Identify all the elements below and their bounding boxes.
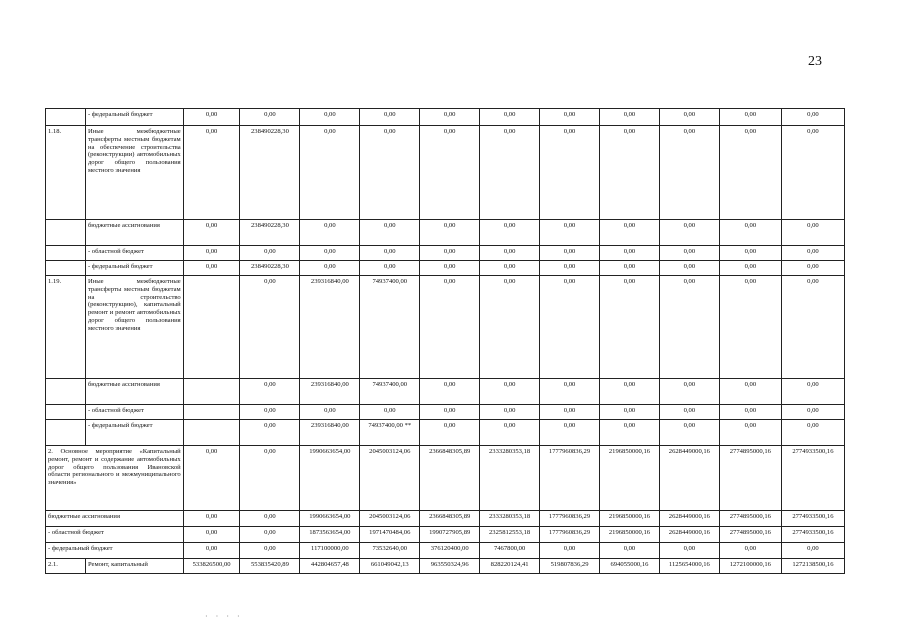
value-cell: 0,00 xyxy=(360,109,420,126)
value-cell xyxy=(183,276,240,379)
value-cell: 0,00 xyxy=(781,420,844,446)
value-cell: 553835420,89 xyxy=(240,559,300,574)
table-row xyxy=(46,109,845,126)
value-cell: 0,00 xyxy=(183,446,240,511)
value-cell: 0,00 xyxy=(719,246,781,261)
value-cell: 1990663654,00 xyxy=(300,446,360,511)
value-cell: 74937400,00 xyxy=(360,276,420,379)
value-cell: 1125654000,16 xyxy=(659,559,719,574)
row-description: Иные межбюджетные трансферты местным бюджетам на обеспечение строительства (реконструкции) автомобильных дорог общего пользования местного значения xyxy=(85,126,183,220)
row-description: Ремонт, капитальный xyxy=(85,559,183,574)
row-description: - областной бюджет xyxy=(85,246,183,261)
value-cell: 519807836,29 xyxy=(540,559,600,574)
table-row xyxy=(46,446,845,511)
value-cell: 0,00 xyxy=(360,405,420,420)
value-cell: 0,00 xyxy=(600,246,660,261)
budget-table xyxy=(45,108,845,574)
value-cell: 0,00 xyxy=(719,405,781,420)
value-cell: 0,00 xyxy=(781,261,844,276)
value-cell: 963550324,96 xyxy=(420,559,480,574)
row-code xyxy=(46,261,86,276)
table-row xyxy=(46,261,845,276)
value-cell: 0,00 xyxy=(781,246,844,261)
value-cell: 0,00 xyxy=(183,511,240,527)
row-description: - федеральный бюджет xyxy=(85,420,183,446)
value-cell: 0,00 xyxy=(600,109,660,126)
value-cell: 0,00 xyxy=(240,109,300,126)
value-cell: 0,00 xyxy=(659,543,719,559)
row-code: 1.18. xyxy=(46,126,86,220)
value-cell: 661049042,13 xyxy=(360,559,420,574)
value-cell: 0,00 xyxy=(360,126,420,220)
value-cell: 0,00 xyxy=(781,109,844,126)
value-cell: 0,00 xyxy=(420,420,480,446)
value-cell: 0,00 xyxy=(659,276,719,379)
value-cell: 2366848305,89 xyxy=(420,511,480,527)
value-cell: 2196850000,16 xyxy=(600,446,660,511)
value-cell: 7467800,00 xyxy=(480,543,540,559)
value-cell: 117100000,00 xyxy=(300,543,360,559)
value-cell: 0,00 xyxy=(240,420,300,446)
value-cell: 2045003124,06 xyxy=(360,511,420,527)
row-description: - федеральный бюджет xyxy=(85,261,183,276)
value-cell: 0,00 xyxy=(719,220,781,246)
table-row xyxy=(46,527,845,543)
value-cell: 0,00 xyxy=(480,420,540,446)
row-code xyxy=(46,246,86,261)
value-cell: 0,00 xyxy=(480,246,540,261)
row-description: - областной бюджет xyxy=(85,405,183,420)
value-cell: 239316840,00 xyxy=(300,276,360,379)
value-cell: 0,00 xyxy=(300,126,360,220)
row-code: 2.1. xyxy=(46,559,86,574)
value-cell: 238490228,30 xyxy=(240,126,300,220)
value-cell: 0,00 xyxy=(420,220,480,246)
table-row xyxy=(46,126,845,220)
value-cell: 376120400,00 xyxy=(420,543,480,559)
value-cell: 238490228,30 xyxy=(240,261,300,276)
value-cell: 0,00 xyxy=(240,446,300,511)
value-cell: 0,00 xyxy=(420,126,480,220)
value-cell: 2628449000,16 xyxy=(659,446,719,511)
value-cell: 0,00 xyxy=(781,276,844,379)
value-cell: 0,00 xyxy=(540,261,600,276)
row-code xyxy=(46,420,86,446)
value-cell: 533826500,00 xyxy=(183,559,240,574)
value-cell: 0,00 xyxy=(719,276,781,379)
value-cell: 2045003124,06 xyxy=(360,446,420,511)
value-cell: 0,00 xyxy=(480,276,540,379)
value-cell: 0,00 xyxy=(540,420,600,446)
value-cell: 2774933500,16 xyxy=(781,511,844,527)
table-row xyxy=(46,276,845,379)
value-cell: 0,00 xyxy=(420,246,480,261)
table-row xyxy=(46,420,845,446)
value-cell: 0,00 xyxy=(240,246,300,261)
value-cell: 0,00 xyxy=(781,220,844,246)
value-cell: 1777960836,29 xyxy=(540,527,600,543)
value-cell: 0,00 xyxy=(719,379,781,405)
value-cell: 0,00 xyxy=(300,261,360,276)
value-cell: 1272100000,16 xyxy=(719,559,781,574)
value-cell: 0,00 xyxy=(480,126,540,220)
value-cell: 0,00 xyxy=(719,126,781,220)
value-cell: 0,00 xyxy=(540,246,600,261)
value-cell: 2366848305,89 xyxy=(420,446,480,511)
value-cell: 0,00 xyxy=(480,405,540,420)
value-cell: 0,00 xyxy=(600,543,660,559)
value-cell: 0,00 xyxy=(719,420,781,446)
value-cell: 0,00 xyxy=(360,261,420,276)
value-cell: 2774895000,16 xyxy=(719,527,781,543)
value-cell: 0,00 xyxy=(300,246,360,261)
table-row xyxy=(46,559,845,574)
row-description: - федеральный бюджет xyxy=(46,543,184,559)
value-cell: 0,00 xyxy=(183,126,240,220)
value-cell: 0,00 xyxy=(540,405,600,420)
value-cell: 2774933500,16 xyxy=(781,527,844,543)
row-code xyxy=(46,109,86,126)
value-cell: 0,00 xyxy=(480,379,540,405)
value-cell: 0,00 xyxy=(659,420,719,446)
value-cell: 2774895000,16 xyxy=(719,446,781,511)
row-code xyxy=(46,379,86,405)
value-cell: 0,00 xyxy=(540,109,600,126)
value-cell: 0,00 xyxy=(480,109,540,126)
scan-artifact: · · · · xyxy=(205,612,243,621)
value-cell: 0,00 xyxy=(420,261,480,276)
row-description: бюджетные ассигнования xyxy=(85,379,183,405)
value-cell: 0,00 xyxy=(183,220,240,246)
table-row xyxy=(46,220,845,246)
value-cell: 0,00 xyxy=(600,379,660,405)
value-cell: 1990663654,00 xyxy=(300,511,360,527)
row-description: 2. Основное мероприятие «Капитальный ремонт, ремонт и содержание автомобильных дорог общего пользования Ивановской области регионального и межмуниципального значения» xyxy=(46,446,184,511)
value-cell: 0,00 xyxy=(360,220,420,246)
table-body xyxy=(46,109,845,574)
value-cell: 0,00 xyxy=(600,261,660,276)
value-cell: 0,00 xyxy=(659,405,719,420)
value-cell: 0,00 xyxy=(300,220,360,246)
value-cell: 0,00 xyxy=(240,276,300,379)
row-description: - федеральный бюджет xyxy=(85,109,183,126)
table-row xyxy=(46,511,845,527)
value-cell: 0,00 xyxy=(300,109,360,126)
value-cell: 0,00 xyxy=(659,261,719,276)
value-cell: 2628449000,16 xyxy=(659,527,719,543)
value-cell xyxy=(183,379,240,405)
value-cell: 2628449000,16 xyxy=(659,511,719,527)
value-cell: 0,00 xyxy=(781,405,844,420)
value-cell: 0,00 xyxy=(183,543,240,559)
value-cell: 1990727905,89 xyxy=(420,527,480,543)
value-cell: 0,00 xyxy=(719,109,781,126)
value-cell: 0,00 xyxy=(719,543,781,559)
value-cell: 2196850000,16 xyxy=(600,511,660,527)
value-cell: 0,00 xyxy=(240,511,300,527)
value-cell: 2333280353,18 xyxy=(480,446,540,511)
value-cell: 0,00 xyxy=(540,220,600,246)
value-cell: 1777960836,29 xyxy=(540,511,600,527)
value-cell: 0,00 xyxy=(540,543,600,559)
value-cell: 0,00 xyxy=(240,527,300,543)
value-cell: 2196850000,16 xyxy=(600,527,660,543)
value-cell: 0,00 xyxy=(420,379,480,405)
value-cell: 0,00 xyxy=(240,543,300,559)
value-cell: 1272138500,16 xyxy=(781,559,844,574)
value-cell: 2325812553,18 xyxy=(480,527,540,543)
value-cell: 0,00 xyxy=(240,405,300,420)
row-code xyxy=(46,405,86,420)
value-cell: 0,00 xyxy=(600,405,660,420)
value-cell: 0,00 xyxy=(540,379,600,405)
value-cell: 0,00 xyxy=(659,109,719,126)
value-cell: 1971470484,06 xyxy=(360,527,420,543)
table-row xyxy=(46,405,845,420)
value-cell: 239316840,00 xyxy=(300,379,360,405)
value-cell: 239316840,00 xyxy=(300,420,360,446)
value-cell: 0,00 xyxy=(183,261,240,276)
value-cell: 2774895000,16 xyxy=(719,511,781,527)
value-cell: 0,00 xyxy=(540,126,600,220)
value-cell: 0,00 xyxy=(659,126,719,220)
value-cell: 0,00 xyxy=(781,379,844,405)
value-cell: 694055000,16 xyxy=(600,559,660,574)
value-cell: 2774933500,16 xyxy=(781,446,844,511)
value-cell: 0,00 xyxy=(781,543,844,559)
value-cell: 0,00 xyxy=(183,246,240,261)
value-cell: 0,00 xyxy=(420,276,480,379)
table-row xyxy=(46,379,845,405)
value-cell: 0,00 xyxy=(659,379,719,405)
page-number: 23 xyxy=(808,54,822,69)
value-cell xyxy=(183,405,240,420)
value-cell: 74937400,00 xyxy=(360,379,420,405)
value-cell: 0,00 xyxy=(360,246,420,261)
value-cell: 0,00 xyxy=(719,261,781,276)
value-cell: 0,00 xyxy=(420,405,480,420)
value-cell: 0,00 xyxy=(600,220,660,246)
value-cell: 74937400,00 ** xyxy=(360,420,420,446)
row-description: - областной бюджет xyxy=(46,527,184,543)
row-code: 1.19. xyxy=(46,276,86,379)
value-cell: 0,00 xyxy=(781,126,844,220)
row-description: бюджетные ассигнования xyxy=(85,220,183,246)
row-description: Иные межбюджетные трансферты местным бюджетам на строительство (реконструкцию), капитальный ремонт и ремонт автомобильных дорог общего пользования местного значения xyxy=(85,276,183,379)
value-cell: 0,00 xyxy=(540,276,600,379)
value-cell: 0,00 xyxy=(420,109,480,126)
value-cell: 0,00 xyxy=(300,405,360,420)
value-cell: 828220124,41 xyxy=(480,559,540,574)
value-cell xyxy=(183,420,240,446)
value-cell: 238490228,30 xyxy=(240,220,300,246)
row-description: бюджетные ассигнования xyxy=(46,511,184,527)
value-cell: 0,00 xyxy=(600,126,660,220)
value-cell: 2333280353,18 xyxy=(480,511,540,527)
value-cell: 0,00 xyxy=(183,527,240,543)
value-cell: 0,00 xyxy=(240,379,300,405)
value-cell: 73532640,00 xyxy=(360,543,420,559)
value-cell: 0,00 xyxy=(480,261,540,276)
value-cell: 1873563654,00 xyxy=(300,527,360,543)
value-cell: 0,00 xyxy=(183,109,240,126)
value-cell: 0,00 xyxy=(659,246,719,261)
value-cell: 0,00 xyxy=(600,276,660,379)
row-code xyxy=(46,220,86,246)
value-cell: 0,00 xyxy=(659,220,719,246)
table-row xyxy=(46,246,845,261)
value-cell: 0,00 xyxy=(480,220,540,246)
value-cell: 0,00 xyxy=(600,420,660,446)
value-cell: 442804657,48 xyxy=(300,559,360,574)
value-cell: 1777960836,29 xyxy=(540,446,600,511)
table-row xyxy=(46,543,845,559)
